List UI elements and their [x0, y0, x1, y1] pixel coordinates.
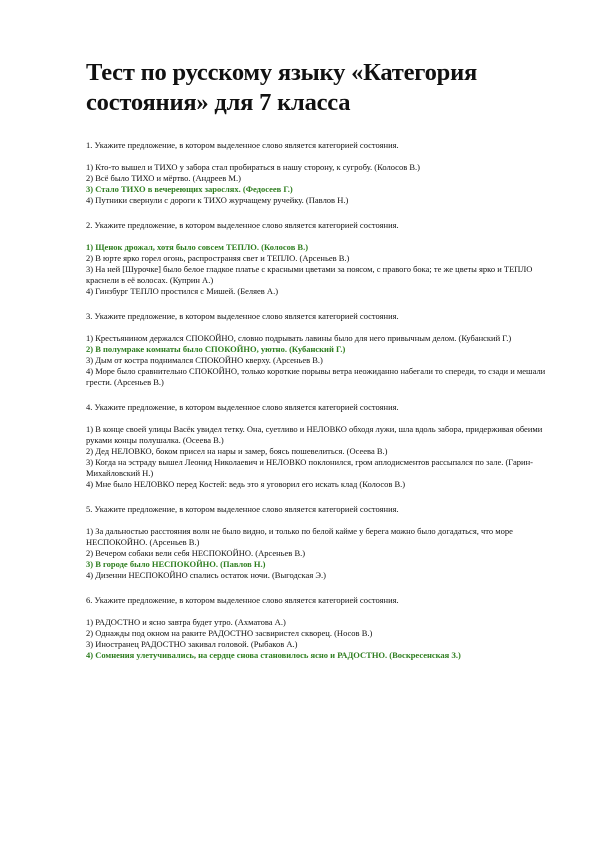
answer-option: 2) Всё было ТИХО и мёртво. (Андреев М.) — [86, 173, 241, 183]
task-block — [86, 140, 546, 206]
document-page — [86, 58, 546, 675]
answer-list — [86, 617, 546, 661]
answer-option: 1) В конце своей улицы Васёк увидел тетку. Она, суетливо и НЕЛОВКО обходя лужи, шла вдоль забора, придерживая обеими руками концы полушалка. (Осеева В.) — [86, 424, 543, 445]
task-block — [86, 311, 546, 388]
answer-list — [86, 242, 546, 297]
answer-list — [86, 333, 546, 388]
task-question: 4. Укажите предложение, в котором выделенное слово является категорией состояния. — [86, 402, 399, 412]
answer-option-correct: 3) В городе было НЕСПОКОЙНО. (Павлов Н.) — [86, 559, 266, 569]
answer-list — [86, 424, 546, 490]
answer-option: 1) Крестьянином держался СПОКОЙНО, словно подрывать лавины было для него привычным делом. (Кубанский Г.) — [86, 333, 512, 343]
answer-option-correct: 4) Сомнения улетучивались, на сердце снова становилось ясно и РАДОСТНО. (Воскресенская З.) — [86, 650, 461, 660]
answer-option: 2) Однажды под окном на раките РАДОСТНО засвиристел скворец. (Носов В.) — [86, 628, 373, 638]
answer-option: 2) Дед НЕЛОВКО, боком присел на нары и замер, боясь пошевелиться. (Осеева В.) — [86, 446, 388, 456]
answer-option-correct: 1) Щенок дрожал, хотя было совсем ТЕПЛО. (Колосов В.) — [86, 242, 309, 252]
answer-option: 1) Кто-то вышел и ТИХО у забора стал пробираться в нашу сторону, к сугробу. (Колосов В.) — [86, 162, 420, 172]
page-title: Тест по русскому языку «Категория состояния» для 7 класса — [86, 59, 478, 116]
answer-option: 2) В юрте ярко горел огонь, распространяя свет и ТЕПЛО. (Арсеньев В.) — [86, 253, 350, 263]
answer-option: 4) Мне было НЕЛОВКО перед Костей: ведь это я уговорил его искать клад (Колосов В.) — [86, 479, 406, 489]
answer-option: 3) Иностранец РАДОСТНО закивал головой. (Рыбаков А.) — [86, 639, 298, 649]
answer-option: 2) Вечером собаки вели себя НЕСПОКОЙНО. (Арсеньев В.) — [86, 548, 306, 558]
task-block — [86, 402, 546, 490]
task-question: 6. Укажите предложение, в котором выделенное слово является категорией состояния. — [86, 595, 399, 605]
answer-option: 4) Гинзбург ТЕПЛО простился с Мишей. (Беляев А.) — [86, 286, 279, 296]
answer-option: 3) Дым от костра поднимался СПОКОЙНО кверху. (Арсеньев В.) — [86, 355, 323, 365]
answer-list — [86, 162, 546, 206]
task-question: 3. Укажите предложение, в котором выделенное слово является категорией состояния. — [86, 311, 399, 321]
answer-option: 4) Море было сравнительно СПОКОЙНО, только короткие порывы ветра неожиданно набегали то спереди, то сзади и мешали грести. (Арсеньев В.) — [86, 366, 546, 387]
answer-option-correct: 2) В полумраке комнаты было СПОКОЙНО, уютно. (Кубанский Г.) — [86, 344, 346, 354]
answer-option-correct: 3) Стало ТИХО в вечереющих зарослях. (Федосеев Г.) — [86, 184, 293, 194]
task-question: 1. Укажите предложение, в котором выделенное слово является категорией состояния. — [86, 140, 399, 150]
task-list — [86, 140, 546, 661]
answer-option: 1) РАДОСТНО и ясно завтра будет утро. (Ахматова А.) — [86, 617, 286, 627]
answer-option: 4) Дизенни НЕСПОКОЙНО спались остаток ночи. (Выгодская Э.) — [86, 570, 326, 580]
answer-option: 4) Путники свернули с дороги к ТИХО журчащему ручейку. (Павлов Н.) — [86, 195, 349, 205]
answer-option: 3) Когда на эстраду вышел Леонид Николаевич и НЕЛОВКО поклонился, гром аплодисментов рассыпался по зале. (Гарин-Михайловский Н.) — [86, 457, 533, 478]
task-block — [86, 220, 546, 297]
answer-list — [86, 526, 546, 581]
task-question: 2. Укажите предложение, в котором выделенное слово является категорией состояния. — [86, 220, 399, 230]
answer-option: 1) За дальностью расстояния волн не было видно, и только по белой кайме у берега можно было догадаться, что море НЕСПОКОЙНО. (Арсеньев В.) — [86, 526, 513, 547]
answer-option: 3) На ней [Шурочке] было белое гладкое платье с красными цветами за поясом, с правого бока; те же цветы ярко и ТЕПЛО краснели в её волосах. (Куприн А.) — [86, 264, 533, 285]
task-block — [86, 595, 546, 661]
task-question: 5. Укажите предложение, в котором выделенное слово является категорией состояния. — [86, 504, 399, 514]
task-block — [86, 504, 546, 581]
